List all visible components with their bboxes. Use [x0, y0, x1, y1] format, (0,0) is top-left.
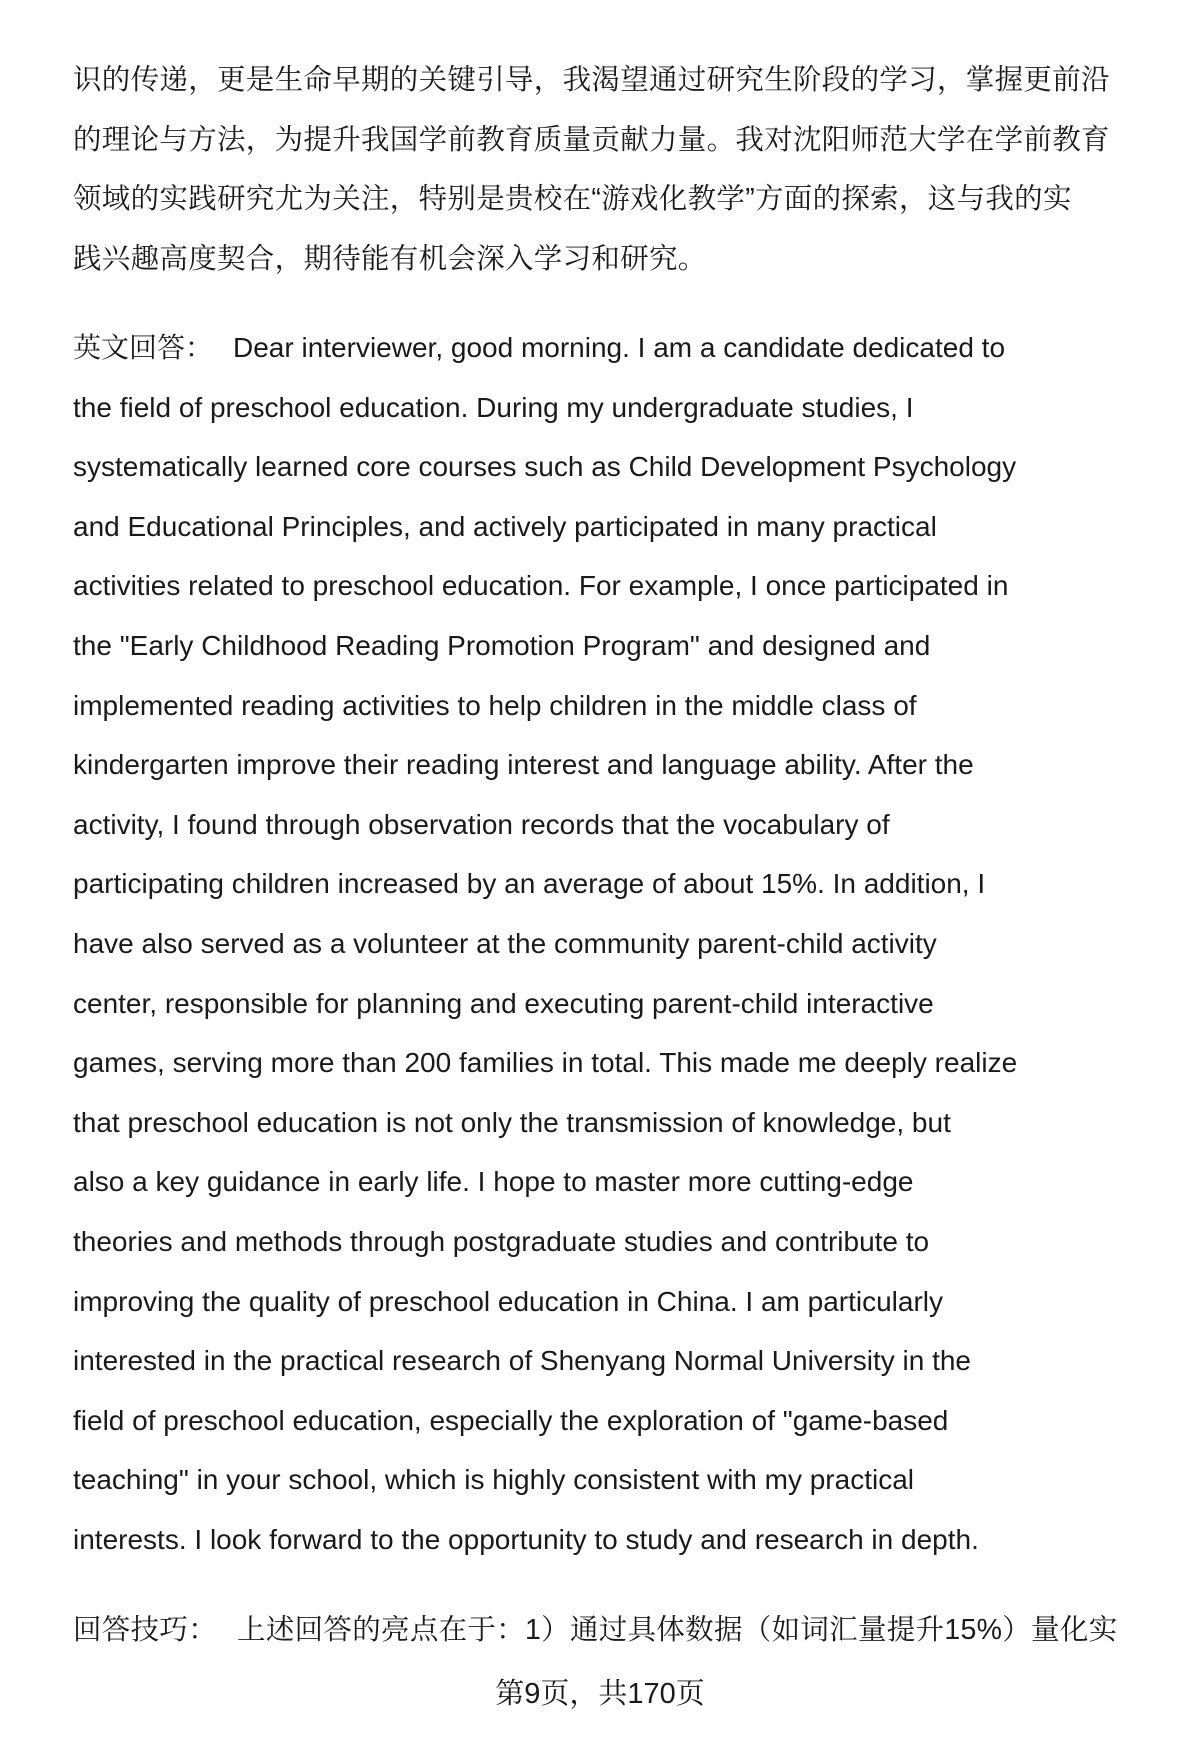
- chinese-paragraph-line: [73, 60, 1110, 100]
- english-answer-line: [73, 864, 985, 904]
- section-label: 回答技巧：: [73, 1614, 218, 1646]
- line-text: improving the quality of preschool education in China. I am particularly: [73, 1285, 944, 1317]
- line-text: 上述回答的亮点在于：1）通过具体数据（如词汇量提升15%）量化实: [237, 1614, 1118, 1646]
- line-text: games, serving more than 200 families in total. This made me deeply realize: [73, 1047, 1018, 1079]
- line-text: theories and methods through postgraduate studies and contribute to: [73, 1226, 930, 1257]
- chinese-paragraph-line: [73, 239, 707, 279]
- english-answer-line: [73, 984, 934, 1024]
- line-text: interests. I look forward to the opportunity to study and research in depth.: [73, 1524, 979, 1555]
- line-text: and Educational Principles, and actively participated in many practical: [73, 510, 937, 542]
- english-answer-line: [73, 447, 1016, 487]
- line-text: participating children increased by an average of about 15%. In addition, I: [73, 868, 986, 900]
- line-text: 领域的实践研究尤为关注，特别是贵校在“游戏化教学”方面的探索，这与我的实: [73, 183, 1072, 216]
- english-answer-line: [73, 1222, 929, 1262]
- english-answer-line: [73, 805, 890, 845]
- english-answer-line: [73, 1520, 979, 1560]
- line-text: interested in the practical research of Shenyang Normal University in the: [73, 1345, 971, 1377]
- english-answer-line: [73, 1162, 913, 1202]
- chinese-paragraph-line: [73, 179, 1072, 219]
- line-text: field of preschool education, especially the exploration of "game-based: [73, 1404, 949, 1436]
- english-answer-line: [73, 1103, 951, 1143]
- line-text: activity, I found through observation records that the vocabulary of: [73, 808, 890, 840]
- english-answer-line: [73, 1341, 971, 1381]
- english-answer-line: [73, 1401, 948, 1441]
- line-text: 识的传递，更是生命早期的关键引导，我渴望通过研究生阶段的学习，掌握更前沿: [73, 64, 1110, 96]
- line-text: 的理论与方法，为提升我国学前教育质量贡献力量。我对沈阳师范大学在学前教育: [73, 123, 1110, 156]
- line-text: Dear interviewer, good morning. I am a candidate dedicated to: [233, 332, 1006, 363]
- line-text: implemented reading activities to help children in the middle class of: [73, 689, 917, 721]
- english-answer-line: [73, 626, 930, 666]
- line-text: systematically learned core courses such as Child Development Psychology: [73, 451, 1017, 483]
- line-text: also a key guidance in early life. I hope to master more cutting-edge: [73, 1166, 914, 1198]
- line-text: teaching" in your school, which is highly consistent with my practical: [73, 1464, 914, 1496]
- page-footer: 第9页，共170页: [495, 1678, 705, 1710]
- line-text: the field of preschool education. During my undergraduate studies, I: [73, 391, 914, 423]
- line-text: kindergarten improve their reading interest and language ability. After the: [73, 749, 974, 781]
- english-answer-line: [73, 745, 974, 785]
- line-text: activities related to preschool education. For example, I once participated in: [73, 570, 1009, 602]
- line-text: have also served as a volunteer at the community parent-child activity: [73, 928, 937, 959]
- answer-tips-line: [73, 1610, 1118, 1650]
- english-answer-line: [73, 1282, 943, 1322]
- chinese-paragraph-line: [73, 120, 1110, 160]
- english-answer-line: [73, 507, 937, 547]
- line-text: that preschool education is not only the transmission of knowledge, but: [73, 1106, 951, 1138]
- english-answer-line: [73, 388, 914, 428]
- english-answer-line: [73, 1043, 1017, 1083]
- english-answer-line: [73, 1460, 914, 1500]
- english-answer-line: [73, 328, 1005, 368]
- line-text: 践兴趣高度契合，期待能有机会深入学习和研究。: [73, 242, 707, 275]
- section-label: 英文回答：: [73, 332, 214, 363]
- english-answer-line: [73, 924, 937, 964]
- english-answer-line: [73, 566, 1008, 606]
- line-text: the "Early Childhood Reading Promotion Program" and designed and: [73, 630, 931, 661]
- english-answer-line: [73, 686, 917, 726]
- line-text: center, responsible for planning and executing parent-child interactive: [73, 987, 934, 1019]
